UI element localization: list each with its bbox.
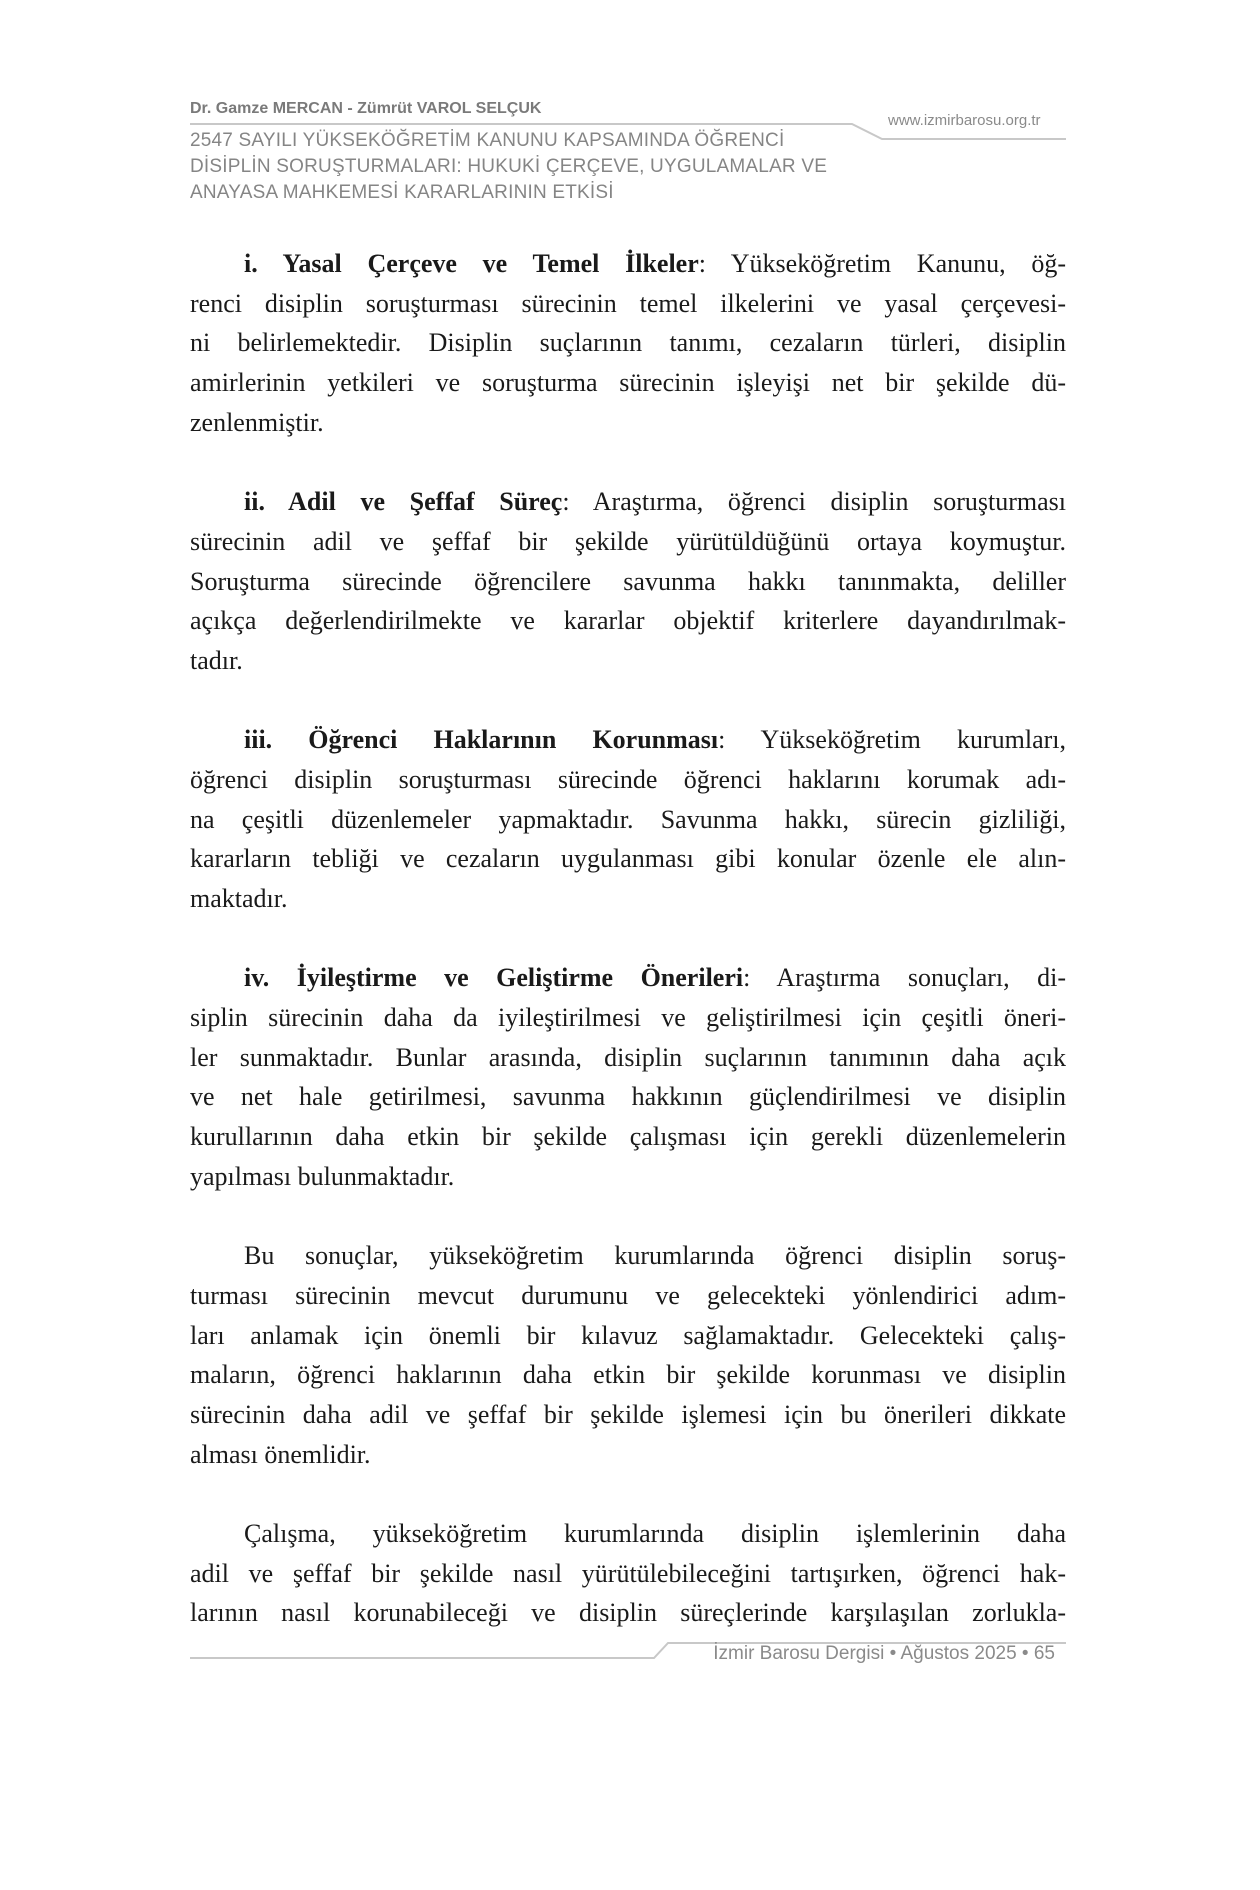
paragraph-line: sürecinin daha adil ve şeffaf bir şekilde işlemesi için bu önerileri dikkate <box>190 1399 1066 1429</box>
paragraph-line: maktadır. <box>190 884 288 913</box>
paragraph-line <box>190 482 1066 522</box>
paragraph-line: maların, öğrenci haklarının daha etkin bir şekilde korunması ve disiplin <box>190 1360 1066 1390</box>
paragraph <box>190 1514 1066 1633</box>
paragraph-line: ni belirlemektedir. Disiplin suçlarının tanımı, cezaların türleri, disiplin <box>190 328 1066 358</box>
paragraph-line: sürecinin adil ve şeffaf bir şekilde yürütüldüğünü ortaya koymuştur. <box>190 526 1066 556</box>
title-line: 2547 SAYILI YÜKSEKÖĞRETİM KANUNU KAPSAMINDA ÖĞRENCİ <box>190 130 785 151</box>
paragraph-line <box>190 1514 1066 1554</box>
paragraph-line: larının nasıl korunabileceği ve disiplin süreçlerinde karşılaşılan zorlukla- <box>190 1598 1066 1628</box>
paragraph-line: na çeşitli düzenlemeler yapmaktadır. Savunma hakkı, sürecin gizliliği, <box>190 804 1066 834</box>
running-header-authors: Dr. Gamze MERCAN - Zümrüt VAROL SELÇUK <box>190 100 542 117</box>
paragraph-line: siplin sürecinin daha da iyileştirilmesi ve geliştirilmesi için çeşitli öneri- <box>190 1003 1066 1033</box>
paragraph-line: yapılması bulunmaktadır. <box>190 1161 455 1191</box>
paragraph-line: ler sunmaktadır. Bunlar arasında, disiplin suçlarının tanımının daha açık <box>190 1042 1066 1072</box>
title-line: DİSİPLİN SORUŞTURMALARI: HUKUKİ ÇERÇEVE, UYGULAMALAR VE <box>190 156 828 177</box>
paragraph-line: kararların tebliği ve cezaların uygulanması gibi konular özenle ele alın- <box>190 844 1066 874</box>
paragraph-line: turması sürecinin mevcut durumunu ve gelecekteki yönlendirici adım- <box>190 1280 1066 1310</box>
paragraph-label: iii. Öğrenci Haklarının Korunması <box>244 725 719 755</box>
paragraph-line: renci disiplin soruşturması sürecinin temel ilkelerini ve yasal çerçevesi- <box>190 288 1066 318</box>
header-url: www.izmirbarosu.org.tr <box>888 112 1041 129</box>
paragraph <box>190 1236 1066 1474</box>
paragraph-line: Soruşturma sürecinde öğrencilere savunma hakkı tanınmakta, deliller <box>190 566 1066 596</box>
paragraph-line: açıkça değerlendirilmekte ve kararlar objektif kriterlere dayandırılmak- <box>190 606 1066 636</box>
paragraph-line <box>190 720 1066 760</box>
line-text: : Yükseköğretim Kanunu, öğ- <box>698 249 1066 278</box>
paragraph-label: iv. İyileştirme ve Geliştirme Önerileri <box>244 963 744 993</box>
header-rule <box>190 124 1066 139</box>
paragraph <box>190 720 1066 918</box>
paragraph <box>190 244 1066 442</box>
line-text: : Araştırma, öğrenci disiplin soruşturması <box>562 487 1067 517</box>
paragraph-line: öğrenci disiplin soruşturması sürecinde öğrenci haklarını korumak adı- <box>190 764 1066 794</box>
paragraph-line: adil ve şeffaf bir şekilde nasıl yürütülebileceğini tartışırken, öğrenci hak- <box>190 1558 1066 1588</box>
paragraph-line <box>190 244 1066 284</box>
line-text: : Araştırma sonuçları, di- <box>743 963 1066 993</box>
paragraph-line: tadır. <box>190 645 243 675</box>
footer-journal-info: İzmir Barosu Dergisi • Ağustos 2025 • 65 <box>713 1643 1055 1664</box>
title-line: ANAYASA MAHKEMESİ KARARLARININ ETKİSİ <box>190 182 614 203</box>
paragraph-line <box>190 958 1066 998</box>
paragraph <box>190 958 1066 1196</box>
paragraph-line: ları anlamak için önemli bir kılavuz sağlamaktadır. Gelecekteki çalış- <box>190 1320 1066 1350</box>
line-text: Bu sonuçlar, yükseköğretim kurumlarında öğrenci disiplin soruş- <box>244 1241 1066 1271</box>
body-text <box>190 244 1066 1673</box>
paragraph-label: i. Yasal Çerçeve ve Temel İlkeler <box>244 249 699 278</box>
paragraph-line <box>190 1236 1066 1276</box>
paragraph-line: amirlerinin yetkileri ve soruşturma sürecinin işleyişi net bir şekilde dü- <box>190 368 1066 398</box>
paragraph-line: alması önemlidir. <box>190 1439 371 1469</box>
line-text: : Yükseköğretim kurumları, <box>718 725 1066 755</box>
paragraph-line: kurullarının daha etkin bir şekilde çalışması için gerekli düzenlemelerin <box>190 1122 1066 1152</box>
paragraph-label: ii. Adil ve Şeffaf Süreç <box>244 487 563 517</box>
paragraph-line: ve net hale getirilmesi, savunma hakkının güçlendirilmesi ve disiplin <box>190 1082 1066 1112</box>
line-text: Çalışma, yükseköğretim kurumlarında disiplin işlemlerinin daha <box>244 1519 1066 1548</box>
paragraph-line: zenlenmiştir. <box>190 407 324 437</box>
paragraph <box>190 482 1066 680</box>
